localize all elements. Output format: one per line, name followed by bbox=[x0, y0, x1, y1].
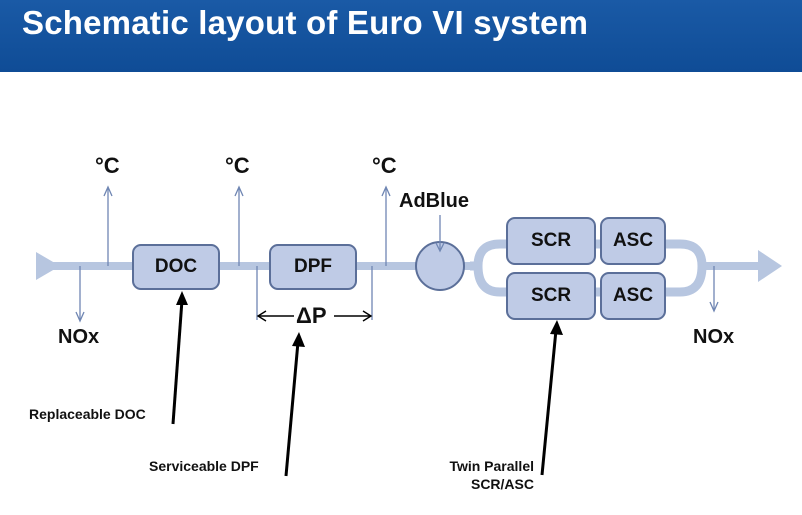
temp-sensor-3-label: °C bbox=[372, 153, 397, 178]
twin-parallel-note-line2: SCR/ASC bbox=[470, 476, 534, 492]
nox-inlet-label: NOx bbox=[58, 326, 100, 348]
doc-component: DOC bbox=[132, 244, 220, 290]
exhaust-flow-line bbox=[36, 262, 480, 270]
delta-p-label: ΔP bbox=[296, 303, 327, 328]
dpf-pointer-arrowhead bbox=[292, 332, 305, 347]
temp-sensor-2-label: °C bbox=[225, 153, 250, 178]
scr-component-bottom: SCR bbox=[506, 272, 596, 320]
doc-pointer-arrowhead bbox=[176, 291, 188, 305]
flow-outlet-arrowhead bbox=[758, 250, 782, 282]
twin-parallel-note-line1: Twin Parallel bbox=[449, 458, 534, 474]
scr-component-top: SCR bbox=[506, 217, 596, 265]
exhaust-outlet-line bbox=[700, 262, 760, 270]
scr-pointer-arrowhead bbox=[550, 320, 563, 335]
serviceable-dpf-note: Serviceable DPF bbox=[149, 458, 259, 474]
dpf-pointer-arrow bbox=[286, 342, 298, 476]
replaceable-doc-note: Replaceable DOC bbox=[29, 406, 146, 422]
page-title: Schematic layout of Euro VI system bbox=[22, 4, 589, 41]
doc-pointer-arrow bbox=[173, 300, 182, 424]
asc-component-top: ASC bbox=[600, 217, 666, 265]
nox-outlet-label: NOx bbox=[693, 326, 735, 348]
temp-sensor-1-label: °C bbox=[95, 153, 120, 178]
adblue-label: AdBlue bbox=[399, 190, 469, 212]
dpf-component: DPF bbox=[269, 244, 357, 290]
asc-component-bottom: ASC bbox=[600, 272, 666, 320]
scr-pointer-arrow bbox=[542, 330, 556, 475]
